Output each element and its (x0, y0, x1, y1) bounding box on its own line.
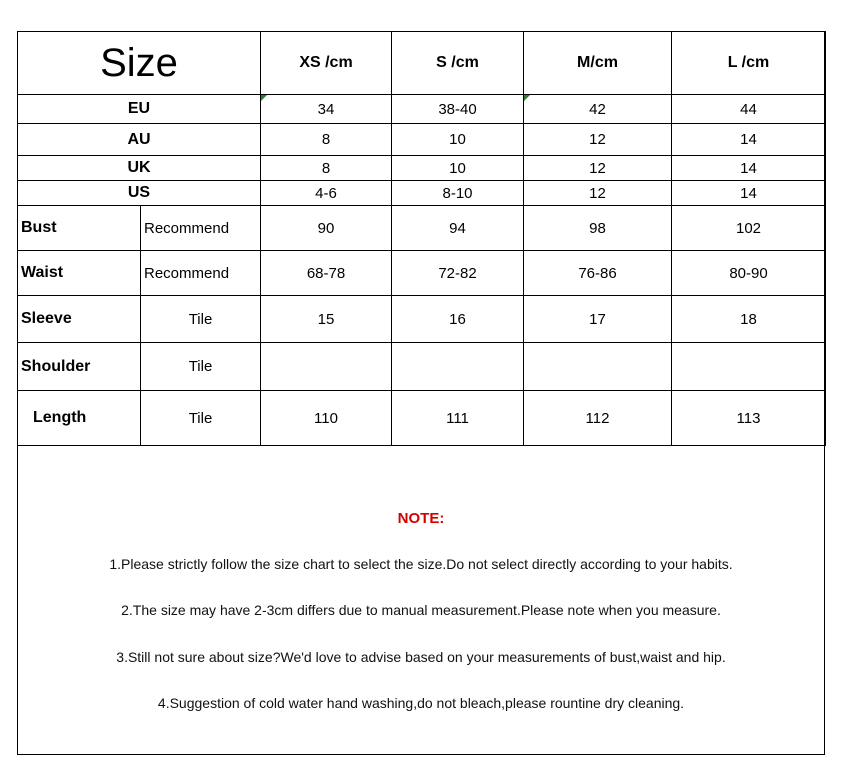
size-cell: 8-10 (392, 181, 524, 206)
measurement-label: Waist (18, 251, 141, 296)
measurement-cell: 68-78 (261, 251, 392, 296)
note-item-4: 4.Suggestion of cold water hand washing,do not bleach,please rountine dry cleaning. (157, 695, 685, 711)
region-row-eu (18, 95, 826, 124)
size-cell: 12 (524, 124, 672, 156)
size-cell: 10 (392, 124, 524, 156)
measurement-cell: 102 (672, 206, 826, 251)
size-cell: 44 (672, 95, 826, 124)
note-item-3: 3.Still not sure about size?We'd love to advise based on your measurements of bust,waist and hip. (116, 649, 726, 665)
measurement-cell: 98 (524, 206, 672, 251)
size-cell: 12 (524, 181, 672, 206)
measurement-cell (524, 343, 672, 391)
size-cell: 34 (261, 95, 392, 124)
measurement-cell: 17 (524, 296, 672, 343)
region-label: UK (18, 156, 261, 181)
note-title: NOTE: (397, 510, 445, 527)
measurement-row-shoulder (18, 343, 826, 391)
region-row-us (18, 181, 826, 206)
size-cell: 14 (672, 181, 826, 206)
measurement-cell: 15 (261, 296, 392, 343)
measurement-label: Sleeve (18, 296, 141, 343)
measurement-row-length (18, 391, 826, 446)
measurement-cell: 113 (672, 391, 826, 446)
measurement-cell (261, 343, 392, 391)
measurement-method: Tile (141, 391, 261, 446)
measurement-row-bust (18, 206, 826, 251)
measurement-cell (672, 343, 826, 391)
measurement-label: Shoulder (18, 343, 141, 391)
region-label: US (18, 181, 261, 206)
measurement-cell: 18 (672, 296, 826, 343)
column-header-s: S /cm (392, 32, 524, 95)
size-cell: 14 (672, 156, 826, 181)
size-cell: 12 (524, 156, 672, 181)
measurement-row-sleeve (18, 296, 826, 343)
measurement-cell: 111 (392, 391, 524, 446)
size-cell: 4-6 (261, 181, 392, 206)
measurement-cell: 76-86 (524, 251, 672, 296)
measurement-cell: 94 (392, 206, 524, 251)
measurement-cell: 112 (524, 391, 672, 446)
header-row (18, 32, 826, 95)
notes-section (17, 445, 825, 755)
size-table (17, 31, 826, 446)
region-row-uk (18, 156, 826, 181)
size-cell: 14 (672, 124, 826, 156)
region-label: AU (18, 124, 261, 156)
measurement-cell: 90 (261, 206, 392, 251)
size-cell: 42 (524, 95, 672, 124)
measurement-cell: 80-90 (672, 251, 826, 296)
measurement-cell: 110 (261, 391, 392, 446)
measurement-method: Recommend (141, 206, 261, 251)
column-header-m: M/cm (524, 32, 672, 95)
measurement-label: Bust (18, 206, 141, 251)
note-item-2: 2.The size may have 2-3cm differs due to manual measurement.Please note when you measure. (121, 602, 721, 618)
measurement-cell: 72-82 (392, 251, 524, 296)
measurement-cell: 16 (392, 296, 524, 343)
region-row-au (18, 124, 826, 156)
size-cell: 10 (392, 156, 524, 181)
size-cell: 38-40 (392, 95, 524, 124)
measurement-method: Tile (141, 296, 261, 343)
column-header-xs: XS /cm (261, 32, 392, 95)
size-title: Size (18, 32, 261, 95)
column-header-l: L /cm (672, 32, 826, 95)
region-label: EU (18, 95, 261, 124)
measurement-cell (392, 343, 524, 391)
measurement-label: Length (18, 391, 141, 446)
note-item-1: 1.Please strictly follow the size chart to select the size.Do not select directly according to your habits. (109, 556, 733, 572)
measurement-row-waist (18, 251, 826, 296)
measurement-method: Recommend (141, 251, 261, 296)
measurement-method: Tile (141, 343, 261, 391)
size-cell: 8 (261, 156, 392, 181)
size-cell: 8 (261, 124, 392, 156)
